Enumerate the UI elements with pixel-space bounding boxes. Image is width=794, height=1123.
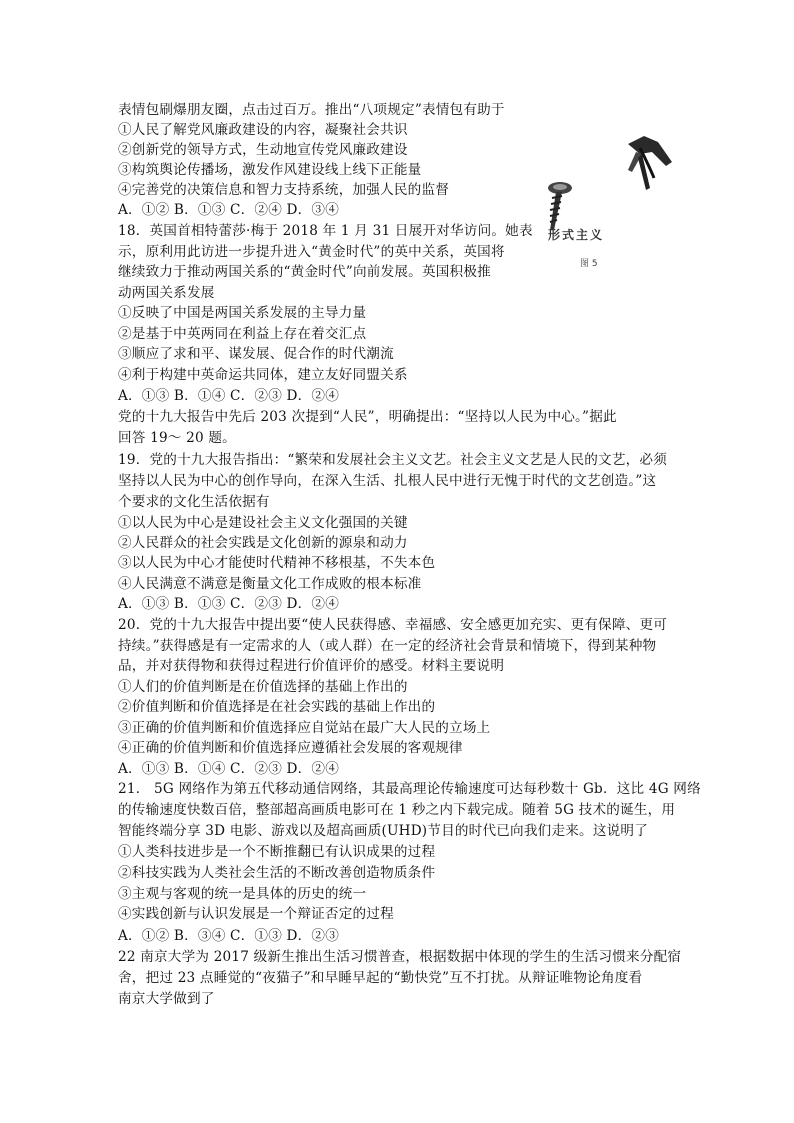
- text-line: ①反映了中国是两国关系发展的主导力量: [118, 305, 367, 321]
- text-line: ④实践创新与认识发展是一个辩证否定的过程: [118, 906, 394, 922]
- text-line: A．①② B．③④ C．①③ D．②③: [118, 928, 339, 944]
- text-line: 19．党的十九大报告指出：“繁荣和发展社会主义文艺。社会主义文艺是人民的文艺，必须: [118, 452, 668, 468]
- text-line: ③主观与客观的统一是具体的历史的统一: [118, 886, 367, 902]
- figure-number: 图 5: [580, 259, 598, 269]
- text-line: 回答 19～ 20 题。: [118, 430, 236, 446]
- text-line: 坚持以人民为中心的创作导向，在深入生活、扎根人民中进行无愧于时代的文艺创造。”这: [118, 473, 657, 489]
- text-line: 22 南京大学为 2017 级新生推出生活习惯普查，根据数据中体现的学生的生活习惯来分配宿: [118, 949, 682, 965]
- text-line: 智能终端分享 3D 电影、游戏以及超高画质(UHD)节目的时代已向我们走来。这说明了: [118, 823, 648, 839]
- text-line: 动两国关系发展: [118, 285, 215, 301]
- text-line: ②人民群众的社会实践是文化创新的源泉和动力: [118, 535, 408, 551]
- text-line: ③以人民为中心才能使时代精神不移根基，不失本色: [118, 555, 436, 571]
- text-line: 20．党的十九大报告中提出要“使人民获得感、幸福感、安全感更加充实、更有保障、更可: [118, 617, 668, 633]
- text-line: 表情包刷爆朋友圈，点击过百万。推出“八项规定”表情包有助于: [118, 102, 505, 118]
- text-line: 21． 5G 网络作为第五代移动通信网络，其最高理论传输速度可达每秒数十 Gb．这比 4G 网络: [118, 781, 701, 797]
- text-line: A．①③ B．①④ C．②③ D．②④: [118, 761, 339, 777]
- text-line: ②科技实践为人类社会生活的不断改善创造物质条件: [118, 865, 436, 881]
- text-line: ③构筑舆论传播场，激发作风建设线上线下正能量: [118, 162, 422, 178]
- text-line: ③正确的价值判断和价值选择应自觉站在最广大人民的立场上: [118, 720, 491, 736]
- screw-icon: [548, 182, 572, 230]
- text-line: 舍，把过 23 点睡觉的“夜猫子”和早睡早起的“勤快党”互不打扰。从辩证唯物论角度看: [118, 970, 643, 986]
- text-line: 继续致力于推动两国关系的“黄金时代”向前发展。英国积极推: [118, 264, 491, 280]
- text-line: 个要求的文化生活依据有: [118, 494, 270, 510]
- hammer-icon: [628, 136, 672, 190]
- figure-formalism-cartoon: [532, 126, 684, 272]
- text-line: A．①② B．①③ C．②④ D．③④: [118, 202, 339, 218]
- text-line: A．①③ B．①④ C．②③ D．②④: [118, 388, 339, 404]
- text-line: 党的十九大报告中先后 203 次提到“人民”，明确提出：“坚持以人民为中心。”据此: [118, 409, 617, 425]
- text-line: ④完善党的决策信息和智力支持系统，加强人民的监督: [118, 182, 450, 198]
- text-line: ③顺应了求和平、谋发展、促合作的时代潮流: [118, 346, 394, 362]
- text-line: ②创新党的领导方式，生动地宣传党风廉政建设: [118, 142, 408, 158]
- text-line: ②价值判断和价值选择是在社会实践的基础上作出的: [118, 699, 436, 715]
- text-line: 持续。”获得感是有一定需求的人（或人群）在一定的经济社会背景和情境下，得到某种物: [118, 638, 657, 654]
- text-line: ①人民了解党风廉政建设的内容，凝聚社会共识: [118, 122, 408, 138]
- text-line: A．①③ B．①③ C．②③ D．②④: [118, 596, 339, 612]
- text-line: 18．英国首相特蕾莎·梅于 2018 年 1 月 31 日展开对华访问。她表: [118, 223, 533, 239]
- text-line: ②是基于中英两同在利益上存在着交汇点: [118, 326, 367, 342]
- text-line: ①以人民为中心是建设社会主义文化强国的关键: [118, 515, 408, 531]
- cartoon-illustration: [532, 126, 684, 272]
- text-line: ①人类科技进步是一个不断推翻已有认识成果的过程: [118, 844, 436, 860]
- text-line: 的传输速度快数百倍，整部超高画质电影可在 1 秒之内下载完成。随着 5G 技术的诞生，用: [118, 802, 676, 818]
- text-line: ④正确的价值判断和价值选择应遵循社会发展的客观规律: [118, 740, 463, 756]
- text-line: ④利于构建中英命运共同体，建立友好同盟关系: [118, 367, 408, 383]
- text-line: 示，原利用此访进一步提升进入“黄金时代”的英中关系，英国将: [118, 244, 505, 260]
- text-line: 南京大学做到了: [118, 991, 215, 1007]
- text-line: ①人们的价值判断是在价值选择的基础上作出的: [118, 679, 408, 695]
- figure-title: 形式主义: [548, 228, 605, 242]
- text-line: 品，并对获得物和获得过程进行价值评价的感受。材料主要说明: [118, 658, 505, 674]
- text-line: ④人民满意不满意是衡量文化工作成败的根本标准: [118, 576, 422, 592]
